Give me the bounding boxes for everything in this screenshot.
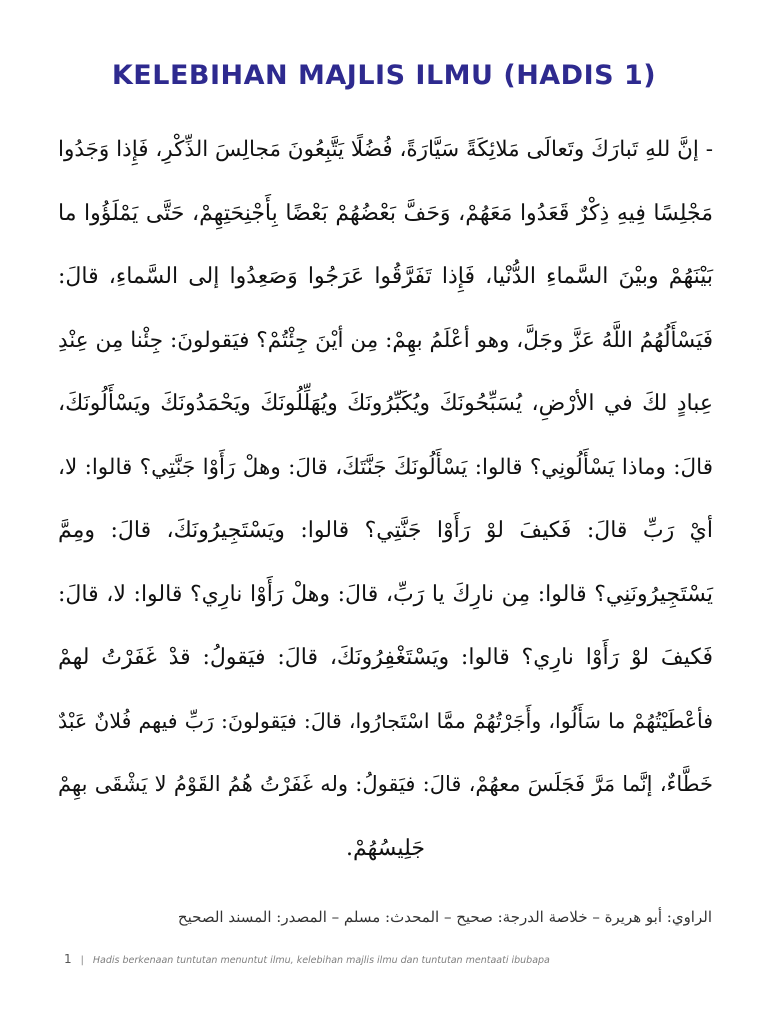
hadith-line: أيْ رَبِّ قالَ: فَكيفَ لوْ رَأَوْا جَنَّتِي؟ قالوا: ويَسْتَجِيرُونَكَ، قالَ: ومِمَّ <box>58 518 713 543</box>
hadith-line: جَلِيسُهُمْ. <box>346 835 425 861</box>
narrator-info: الراوي: أبو هريرة – خلاصة الدرجة: صحيح – المحدث: مسلم – المصدر: المسند الصحيح <box>177 908 712 926</box>
hadith-line: يَسْتَجِيرُونَنِي؟ قالوا: مِن نارِكَ يا رَبِّ، قالَ: وهلْ رَأَوْا نارِي؟ قالوا: لا، قالَ: <box>58 581 713 607</box>
hadith-line: خَطَّاءٌ، إنَّما مَرَّ فَجَلَسَ معهُمْ، قالَ: فيَقولُ: وله غَفَرْتُ هُمُ القَوْمُ لا يَشْقَى بهِمْ <box>58 772 713 796</box>
hadith-line: مَجْلِسًا فِيهِ ذِكْرٌ قَعَدُوا مَعَهُمْ، وَحَفَّ بَعْضُهُمْ بَعْضًا بِأَجْنِحَتِهِمْ، حَتَّى يَمْلَؤُوا ما <box>58 200 713 226</box>
hadith-line: - إنَّ للهِ تَبارَكَ وتَعالَى مَلائِكَةً سَيَّارَةً، فُضُلًا يَتَّبِعُونَ مَجالِسَ الذِّكْرِ، فَإِذا وَجَدُوا <box>58 137 713 162</box>
hadith-line: قالَ: وماذا يَسْأَلُونِي؟ قالوا: يَسْأَلُونَكَ جَنَّتَكَ، قالَ: وهلْ رَأَوْا جَنَّتِي؟ قالوا: لا، <box>58 454 713 480</box>
footer-separator: | <box>80 955 84 966</box>
page-number: 1 <box>64 952 72 966</box>
hadith-line: فَيَسْأَلُهُمُ اللَّهُ عَزَّ وجَلَّ، وهو أعْلَمُ بهِمْ: مِن أيْنَ جِئْتُمْ؟ فيَقولونَ: جِئْنا مِن عِنْدِ <box>58 327 713 353</box>
footer-description: Hadis berkenaan tuntutan menuntut ilmu, kelebihan majlis ilmu dan tuntutan mentaati ibubapa <box>92 955 550 966</box>
hadith-line: عِبادٍ لكَ في الأرْضِ، يُسَبِّحُونَكَ ويُكَبِّرُونَكَ ويُهَلِّلُونَكَ ويَحْمَدُونَكَ ويَسْأَلُونَكَ، <box>58 391 713 416</box>
hadith-line: فأعْطَيْتُهُمْ ما سَأَلُوا، وأَجَرْتُهُمْ ممَّا اسْتَجارُوا، قالَ: فيَقولونَ: رَبِّ فيهم فُلانٌ عَبْدٌ <box>58 708 713 733</box>
page-title: KELEBIHAN MAJLIS ILMU (HADIS 1) <box>111 60 657 91</box>
hadith-text <box>58 118 713 880</box>
hadith-line: بَيْنَهُمْ وبيْنَ السَّماءِ الدُّنْيا، فَإِذا تَفَرَّقُوا عَرَجُوا وَصَعِدُوا إلى السَّماءِ، قالَ: <box>58 264 713 289</box>
hadith-line: فَكيفَ لوْ رَأَوْا نارِي؟ قالوا: ويَسْتَغْفِرُونَكَ، قالَ: فيَقولُ: قدْ غَفَرْتُ لهمْ <box>58 645 713 670</box>
page-footer <box>64 952 550 966</box>
